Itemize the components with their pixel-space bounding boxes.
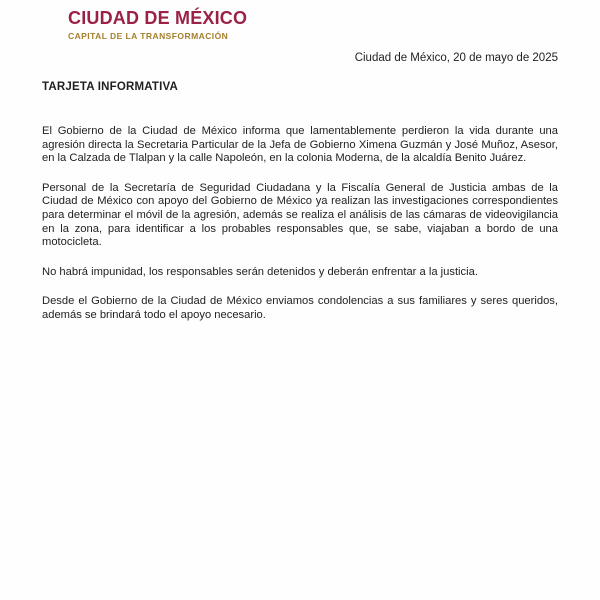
date-line: Ciudad de México, 20 de mayo de 2025 (354, 52, 558, 64)
paragraph-3: No habrá impunidad, los responsables serán detenidos y deberán enfrentar a la justicia. (42, 265, 478, 278)
document-heading: TARJETA INFORMATIVA (42, 81, 179, 93)
paragraph-4: Desde el Gobierno de la Ciudad de México enviamos condolencias a sus familiares y seres queridos, además se brindará todo el apoyo necesario. (42, 295, 558, 321)
cdmx-logo (68, 8, 247, 42)
paragraph-1: El Gobierno de la Ciudad de México informa que lamentablemente perdieron la vida durante una agresión directa la Secretaria Particular de la Jefa de Gobierno Ximena Guzmán y José Muñoz, Asesor, en la Calzada de Tlalpan y la calle Napoleón, en la colonia Moderna, de la alcaldía Benito Juárez. (42, 125, 558, 165)
document-body (42, 125, 558, 339)
paragraph-2: Personal de la Secretaría de Seguridad Ciudadana y la Fiscalía General de Justicia ambas de la Ciudad de México con apoyo del Gobierno de México ya realizan las investigaciones correspondientes para determinar el móvil de la agresión, además se realiza el análisis de las cámaras de videovigilancia en la zona, para identificar a los probables responsables que, se sabe, viajaban a bordo de una motocicleta. (42, 181, 558, 249)
logo-subtitle: CAPITAL DE LA TRANSFORMACIÓN (68, 31, 229, 41)
logo-title: CIUDAD DE MÉXICO (68, 8, 248, 28)
